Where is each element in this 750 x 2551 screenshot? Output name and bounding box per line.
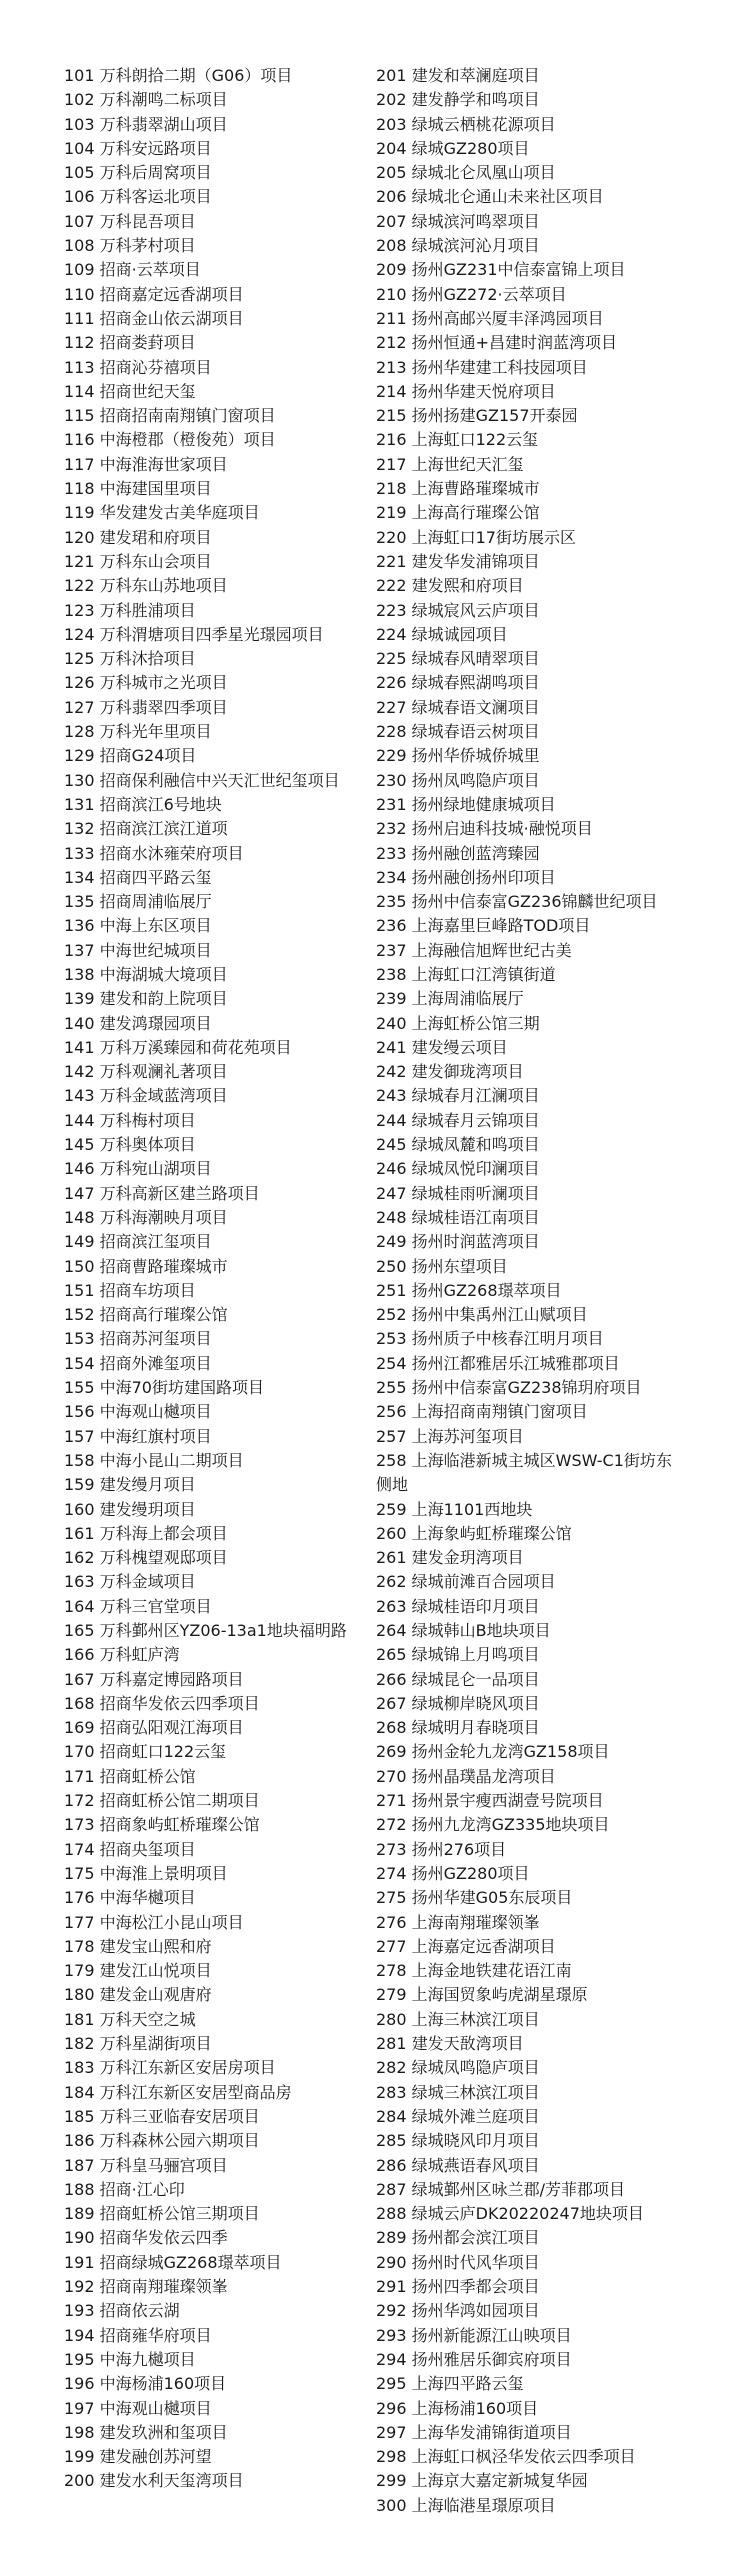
project-list-item: 221 建发华发浦锦项目 bbox=[376, 551, 540, 571]
project-list-item: 288 绿城云庐DK20220247地块项目 bbox=[376, 2204, 644, 2224]
project-list-item: 190 招商华发依云四季 bbox=[64, 2228, 228, 2248]
project-list-item: 173 招商象屿虹桥璀璨公馆 bbox=[64, 1815, 260, 1835]
project-list-item: 157 中海红旗村项目 bbox=[64, 1426, 212, 1446]
project-list-item: 272 扬州九龙湾GZ335地块项目 bbox=[376, 1815, 610, 1835]
project-list-item: 292 扬州华鸿如园项目 bbox=[376, 2301, 540, 2321]
project-list-item: 223 绿城宸风云庐项目 bbox=[376, 600, 540, 620]
project-list-item: 198 建发玖洲和玺项目 bbox=[64, 2422, 228, 2442]
project-list-item: 199 建发融创苏河望 bbox=[64, 2447, 212, 2467]
project-list-item: 256 上海招商南翔镇门窗项目 bbox=[376, 1402, 588, 1422]
project-list-item: 113 招商沁芬禧项目 bbox=[64, 357, 212, 377]
project-list-item: 112 招商娄葑项目 bbox=[64, 333, 196, 353]
project-list-item: 210 扬州GZ272·云萃项目 bbox=[376, 284, 567, 304]
project-list-item: 187 万科皇马骊宫项目 bbox=[64, 2155, 228, 2175]
project-list-item: 132 招商滨江滨江道项 bbox=[64, 819, 228, 839]
project-list-item: 102 万科潮鸣二标项目 bbox=[64, 90, 228, 110]
project-list-item: 290 扬州时代风华项目 bbox=[376, 2252, 540, 2272]
project-list-item: 130 招商保利融信中兴天汇世纪玺项目 bbox=[64, 770, 340, 790]
project-list-item: 172 招商虹桥公馆二期项目 bbox=[64, 1791, 260, 1811]
project-list-item: 197 中海观山樾项目 bbox=[64, 2398, 212, 2418]
project-list-item: 168 招商华发依云四季项目 bbox=[64, 1693, 260, 1713]
project-list-item: 169 招商弘阳观江海项目 bbox=[64, 1718, 244, 1738]
project-list-item: 106 万科客运北项目 bbox=[64, 187, 212, 207]
project-list-item: 220 上海虹口17街坊展示区 bbox=[376, 527, 576, 547]
project-list-item: 185 万科三亚临春安居项目 bbox=[64, 2106, 260, 2126]
project-list-item: 226 绿城春熙湖鸣项目 bbox=[376, 673, 540, 693]
project-list-item: 148 万科海潮映月项目 bbox=[64, 1207, 228, 1227]
project-list-item: 158 中海小昆山二期项目 bbox=[64, 1450, 244, 1470]
project-list-item: 277 上海嘉定远香湖项目 bbox=[376, 1936, 556, 1956]
project-list-item: 255 扬州中信泰富GZ238锦玥府项目 bbox=[376, 1378, 642, 1398]
project-list-item: 218 上海曹路璀璨城市 bbox=[376, 479, 540, 499]
project-list-item: 228 绿城春语云树项目 bbox=[376, 722, 540, 742]
project-list-item: 278 上海金地铁建花语江南 bbox=[376, 1961, 572, 1981]
project-list-item: 279 上海国贸象屿虎湖星璟原 bbox=[376, 1985, 588, 2005]
project-list-item: 239 上海周浦临展厅 bbox=[376, 989, 524, 1009]
project-list-item: 204 绿城GZ280项目 bbox=[376, 138, 530, 158]
project-list-item: 125 万科沐拾项目 bbox=[64, 649, 196, 669]
project-list-item: 153 招商苏河玺项目 bbox=[64, 1329, 212, 1349]
project-list-item: 134 招商四平路云玺 bbox=[64, 867, 212, 887]
project-list-item: 213 扬州华建建工科技园项目 bbox=[376, 357, 588, 377]
project-list-item: 273 扬州276项目 bbox=[376, 1839, 507, 1859]
project-list-item: 127 万科翡翠四季项目 bbox=[64, 697, 228, 717]
project-list-item: 166 万科虹庐湾 bbox=[64, 1645, 180, 1665]
project-list-item: 284 绿城外滩兰庭项目 bbox=[376, 2106, 540, 2126]
project-list-item: 227 绿城春语文澜项目 bbox=[376, 697, 540, 717]
project-list-item: 133 招商水沐雍荣府项目 bbox=[64, 843, 244, 863]
project-list-item: 232 扬州启迪科技城·融悦项目 bbox=[376, 819, 593, 839]
project-list-item: 260 上海象屿虹桥璀璨公馆 bbox=[376, 1523, 572, 1543]
project-list-item: 237 上海融信旭辉世纪古美 bbox=[376, 940, 572, 960]
project-list-item: 263 绿城桂语印月项目 bbox=[376, 1596, 540, 1616]
project-list-item: 235 扬州中信泰富GZ236锦麟世纪项目 bbox=[376, 892, 658, 912]
project-list-item: 147 万科高新区建兰路项目 bbox=[64, 1183, 260, 1203]
project-list-item: 242 建发御珑湾项目 bbox=[376, 1062, 524, 1082]
project-list-item: 119 华发建发古美华庭项目 bbox=[64, 503, 260, 523]
project-list-item: 238 上海虹口江湾镇街道 bbox=[376, 964, 556, 984]
project-list-item: 137 中海世纪城项目 bbox=[64, 940, 212, 960]
project-list-item: 268 绿城明月春晓项目 bbox=[376, 1718, 540, 1738]
project-list-item: 294 扬州雅居乐御宾府项目 bbox=[376, 2349, 572, 2369]
project-list-item: 116 中海橙郡（橙俊苑）项目 bbox=[64, 430, 276, 450]
project-list-item: 295 上海四平路云玺 bbox=[376, 2374, 524, 2394]
project-list-item: 177 中海松江小昆山项目 bbox=[64, 1912, 244, 1932]
project-list-item: 282 绿城凤鸣隐庐项目 bbox=[376, 2058, 540, 2078]
project-list-item: 207 绿城滨河鸣翠项目 bbox=[376, 211, 540, 231]
project-list-item: 159 建发缦月项目 bbox=[64, 1475, 196, 1495]
project-list-item: 276 上海南翔璀璨领峯 bbox=[376, 1912, 540, 1932]
project-list-item: 297 上海华发浦锦街道项目 bbox=[376, 2422, 572, 2442]
project-list-item: 139 建发和韵上院项目 bbox=[64, 989, 228, 1009]
project-list-item: 300 上海临港星璟原项目 bbox=[376, 2495, 556, 2515]
project-list-item: 275 扬州华建G05东辰项目 bbox=[376, 1888, 573, 1908]
project-list-item: 175 中海淮上景明项目 bbox=[64, 1863, 228, 1883]
project-list-item: 186 万科森林公园六期项目 bbox=[64, 2131, 260, 2151]
project-list-item: 250 扬州东望项目 bbox=[376, 1256, 508, 1276]
project-list-item: 115 招商招南南翔镇门窗项目 bbox=[64, 406, 276, 426]
project-list-item: 117 中海淮海世家项目 bbox=[64, 454, 228, 474]
project-list-item: 193 招商依云湖 bbox=[64, 2301, 180, 2321]
project-list-item: 101 万科朗拾二期（G06）项目 bbox=[64, 66, 293, 85]
project-list-item: 181 万科天空之城 bbox=[64, 2009, 196, 2029]
project-list-item: 174 招商央玺项目 bbox=[64, 1839, 196, 1859]
project-list-item: 121 万科东山会项目 bbox=[64, 551, 212, 571]
project-list-item: 196 中海杨浦160项目 bbox=[64, 2374, 227, 2394]
project-list-item: 160 建发缦玥项目 bbox=[64, 1499, 196, 1519]
project-list-item: 131 招商滨江6号地块 bbox=[64, 794, 222, 814]
project-list-item: 214 扬州华建天悦府项目 bbox=[376, 381, 556, 401]
project-list-item: 229 扬州华侨城侨城里 bbox=[376, 746, 540, 766]
project-list-item: 171 招商虹桥公馆 bbox=[64, 1766, 196, 1786]
project-list-item: 105 万科后周窝项目 bbox=[64, 163, 212, 183]
project-list-item: 194 招商雍华府项目 bbox=[64, 2325, 212, 2345]
project-list-item: 192 招商南翔璀璨领峯 bbox=[64, 2277, 228, 2297]
project-list-item: 269 扬州金轮九龙湾GZ158项目 bbox=[376, 1742, 610, 1762]
project-list-item: 266 绿城昆仑一品项目 bbox=[376, 1669, 540, 1689]
project-list-item: 179 建发江山悦项目 bbox=[64, 1961, 212, 1981]
project-list-item: 103 万科翡翠湖山项目 bbox=[64, 114, 228, 134]
project-list-item: 233 扬州融创蓝湾臻园 bbox=[376, 843, 540, 863]
project-list-item: 135 招商周浦临展厅 bbox=[64, 892, 212, 912]
project-list-item: 216 上海虹口122云玺 bbox=[376, 430, 539, 450]
project-list-item: 234 扬州融创扬州印项目 bbox=[376, 867, 556, 887]
project-list-item: 149 招商滨江玺项目 bbox=[64, 1232, 212, 1252]
project-list-item: 224 绿城诚园项目 bbox=[376, 624, 508, 644]
project-list-item: 118 中海建国里项目 bbox=[64, 479, 212, 499]
project-list-item: 281 建发天敔湾项目 bbox=[376, 2034, 524, 2054]
project-list-item: 188 招商·江心印 bbox=[64, 2179, 185, 2199]
project-list-item: 258 上海临港新城主城区WSW-C1街坊东侧地 bbox=[376, 1450, 672, 1495]
project-list-item: 267 绿城柳岸晓风项目 bbox=[376, 1693, 540, 1713]
project-list-item: 182 万科星湖街项目 bbox=[64, 2034, 212, 2054]
project-list-item: 298 上海虹口枫泾华发依云四季项目 bbox=[376, 2447, 636, 2467]
project-list-item: 203 绿城云栖桃花源项目 bbox=[376, 114, 556, 134]
project-list-item: 145 万科奥体项目 bbox=[64, 1135, 196, 1155]
project-list-item: 209 扬州GZ231中信泰富锦上项目 bbox=[376, 260, 626, 280]
project-list-item: 154 招商外滩玺项目 bbox=[64, 1353, 212, 1373]
project-list-item: 124 万科渭塘项目四季星光璟园项目 bbox=[64, 624, 324, 644]
project-list-item: 129 招商G24项目 bbox=[64, 746, 197, 766]
project-list-item: 244 绿城春月云锦项目 bbox=[376, 1110, 540, 1130]
project-list-item: 107 万科昆吾项目 bbox=[64, 211, 196, 231]
project-list-item: 249 扬州时润蓝湾项目 bbox=[376, 1232, 540, 1252]
project-list-item: 246 绿城凤悦印澜项目 bbox=[376, 1159, 540, 1179]
project-list-item: 184 万科江东新区安居型商品房 bbox=[64, 2082, 292, 2102]
project-list-item: 211 扬州高邮兴厦丰泽鸿园项目 bbox=[376, 308, 604, 328]
project-list-item: 245 绿城凤麓和鸣项目 bbox=[376, 1135, 540, 1155]
project-list-item: 126 万科城市之光项目 bbox=[64, 673, 228, 693]
project-list-left-column bbox=[64, 64, 364, 2494]
project-list-item: 155 中海70街坊建国路项目 bbox=[64, 1378, 264, 1398]
project-list-item: 262 绿城前滩百合园项目 bbox=[376, 1572, 556, 1592]
project-list-item: 122 万科东山苏地项目 bbox=[64, 576, 228, 596]
project-list-item: 264 绿城韩山B地块项目 bbox=[376, 1621, 551, 1640]
project-list-item: 144 万科梅村项目 bbox=[64, 1110, 196, 1130]
project-list-item: 201 建发和萃澜庭项目 bbox=[376, 66, 540, 85]
project-list-item: 248 绿城桂语江南项目 bbox=[376, 1207, 540, 1227]
project-list-item: 240 上海虹桥公馆三期 bbox=[376, 1013, 540, 1033]
project-list-item: 215 扬州扬建GZ157开泰园 bbox=[376, 406, 578, 426]
project-list-item: 191 招商绿城GZ268璟萃项目 bbox=[64, 2252, 282, 2272]
project-list-item: 259 上海1101西地块 bbox=[376, 1499, 533, 1519]
project-list-item: 189 招商虹桥公馆三期项目 bbox=[64, 2204, 260, 2224]
project-list-item: 274 扬州GZ280项目 bbox=[376, 1863, 530, 1883]
project-list-item: 291 扬州四季都会项目 bbox=[376, 2277, 540, 2297]
project-list-item: 195 中海九樾项目 bbox=[64, 2349, 196, 2369]
project-list-item: 254 扬州江都雅居乐江城雅郡项目 bbox=[376, 1353, 620, 1373]
project-list-item: 120 建发珺和府项目 bbox=[64, 527, 212, 547]
project-list-item: 243 绿城春月江澜项目 bbox=[376, 1086, 540, 1106]
project-list-item: 212 扬州恒通+昌建时润蓝湾项目 bbox=[376, 333, 618, 353]
project-list-item: 109 招商·云萃项目 bbox=[64, 260, 201, 280]
project-list-item: 231 扬州绿地健康城项目 bbox=[376, 794, 556, 814]
project-list-item: 261 建发金玥湾项目 bbox=[376, 1548, 524, 1568]
project-list-item: 208 绿城滨河沁月项目 bbox=[376, 236, 540, 256]
project-list-item: 285 绿城晓风印月项目 bbox=[376, 2131, 540, 2151]
project-list-item: 163 万科金域项目 bbox=[64, 1572, 196, 1592]
project-list-item: 293 扬州新能源江山映项目 bbox=[376, 2325, 572, 2345]
project-list-item: 289 扬州都会滨江项目 bbox=[376, 2228, 540, 2248]
project-list-item: 183 万科江东新区安居房项目 bbox=[64, 2058, 276, 2078]
project-list-item: 170 招商虹口122云玺 bbox=[64, 1742, 227, 1762]
project-list-item: 222 建发熙和府项目 bbox=[376, 576, 524, 596]
project-list-item: 152 招商高行璀璨公馆 bbox=[64, 1305, 228, 1325]
project-list-item: 286 绿城燕语春风项目 bbox=[376, 2155, 540, 2175]
project-list-item: 146 万科宛山湖项目 bbox=[64, 1159, 212, 1179]
project-list-item: 141 万科万溪臻园和荷花苑项目 bbox=[64, 1037, 292, 1057]
project-list-item: 202 建发静学和鸣项目 bbox=[376, 90, 540, 110]
project-list-item: 299 上海京大嘉定新城复华园 bbox=[376, 2471, 588, 2491]
project-list-item: 253 扬州质子中核春江明月项目 bbox=[376, 1329, 604, 1349]
project-list-item: 143 万科金域蓝湾项目 bbox=[64, 1086, 228, 1106]
project-list-item: 271 扬州景宇瘦西湖壹号院项目 bbox=[376, 1791, 604, 1811]
project-list-item: 165 万科鄞州区YZ06-13a1地块福明路 bbox=[64, 1621, 347, 1640]
project-list-item: 142 万科观澜礼著项目 bbox=[64, 1062, 228, 1082]
project-list-item: 138 中海湖城大境项目 bbox=[64, 964, 228, 984]
project-list-item: 178 建发宝山熙和府 bbox=[64, 1936, 212, 1956]
project-list-item: 283 绿城三林滨江项目 bbox=[376, 2082, 540, 2102]
project-list-item: 241 建发缦云项目 bbox=[376, 1037, 508, 1057]
project-list-item: 225 绿城春风晴翠项目 bbox=[376, 649, 540, 669]
project-list-item: 247 绿城桂雨听澜项目 bbox=[376, 1183, 540, 1203]
project-list-item: 167 万科嘉定博园路项目 bbox=[64, 1669, 244, 1689]
project-list-item: 251 扬州GZ268璟萃项目 bbox=[376, 1280, 562, 1300]
project-list-item: 265 绿城锦上月鸣项目 bbox=[376, 1645, 540, 1665]
project-list-item: 257 上海苏河玺项目 bbox=[376, 1426, 524, 1446]
project-list-item: 156 中海观山樾项目 bbox=[64, 1402, 212, 1422]
project-list-item: 200 建发水利天玺湾项目 bbox=[64, 2471, 244, 2491]
project-list-item: 176 中海华樾项目 bbox=[64, 1888, 196, 1908]
project-list-item: 123 万科胜浦项目 bbox=[64, 600, 196, 620]
project-list-item: 110 招商嘉定远香湖项目 bbox=[64, 284, 244, 304]
project-list-item: 180 建发金山观唐府 bbox=[64, 1985, 212, 2005]
project-list-item: 111 招商金山依云湖项目 bbox=[64, 308, 244, 328]
project-list-item: 150 招商曹路璀璨城市 bbox=[64, 1256, 228, 1276]
project-list-item: 140 建发鸿璟园项目 bbox=[64, 1013, 212, 1033]
project-list-item: 108 万科茅村项目 bbox=[64, 236, 196, 256]
project-list-item: 270 扬州晶璞晶龙湾项目 bbox=[376, 1766, 556, 1786]
project-list-right-column bbox=[376, 64, 686, 2518]
project-list-item: 162 万科槐望观邸项目 bbox=[64, 1548, 228, 1568]
project-list-item: 217 上海世纪天汇玺 bbox=[376, 454, 524, 474]
project-list-item: 296 上海杨浦160项目 bbox=[376, 2398, 539, 2418]
project-list-item: 161 万科海上都会项目 bbox=[64, 1523, 228, 1543]
project-list-item: 104 万科安远路项目 bbox=[64, 138, 212, 158]
project-list-item: 287 绿城鄞州区咏兰郡/芳菲郡项目 bbox=[376, 2179, 626, 2199]
project-list-item: 128 万科光年里项目 bbox=[64, 722, 212, 742]
project-list-item: 230 扬州凤鸣隐庐项目 bbox=[376, 770, 540, 790]
project-list-item: 205 绿城北仑凤凰山项目 bbox=[376, 163, 556, 183]
project-list-item: 114 招商世纪天玺 bbox=[64, 381, 196, 401]
project-list-item: 164 万科三官堂项目 bbox=[64, 1596, 212, 1616]
project-list-item: 280 上海三林滨江项目 bbox=[376, 2009, 540, 2029]
project-list-item: 151 招商车坊项目 bbox=[64, 1280, 196, 1300]
project-list-item: 219 上海高行璀璨公馆 bbox=[376, 503, 540, 523]
project-list-item: 252 扬州中集禹州江山赋项目 bbox=[376, 1305, 588, 1325]
project-list-item: 236 上海嘉里巨峰路TOD项目 bbox=[376, 916, 591, 936]
project-list-item: 206 绿城北仑通山未来社区项目 bbox=[376, 187, 604, 207]
project-list-item: 136 中海上东区项目 bbox=[64, 916, 212, 936]
